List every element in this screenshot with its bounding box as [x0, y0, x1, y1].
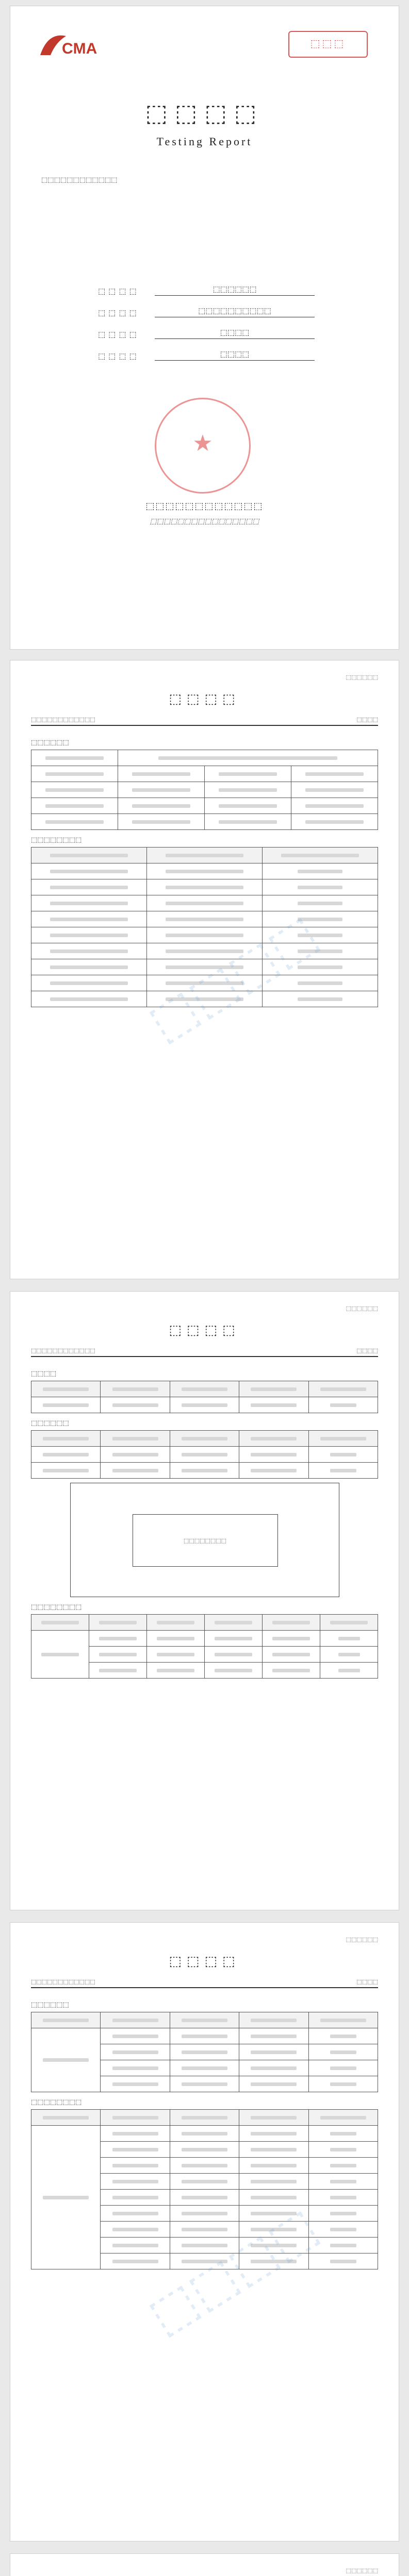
cover-field-key: ⬚⬚⬚⬚ — [98, 351, 140, 361]
org-name: ⬚⬚⬚⬚⬚⬚⬚⬚⬚⬚⬚⬚ — [145, 501, 264, 512]
section-heading: ⬚⬚⬚⬚⬚⬚ — [31, 2001, 69, 2009]
table-row — [31, 1463, 378, 1479]
cover-field-value: ⬚⬚⬚⬚ — [155, 349, 315, 361]
cover-field-value: ⬚⬚⬚⬚⬚⬚⬚⬚⬚⬚ — [155, 306, 315, 317]
page-report-no: ⬚⬚⬚⬚⬚⬚⬚⬚⬚⬚⬚⬚ — [31, 716, 95, 723]
table-row — [31, 895, 378, 911]
table-row — [31, 766, 378, 782]
official-seal — [155, 398, 251, 494]
data-table — [31, 1614, 378, 1679]
table-row — [31, 927, 378, 943]
report-page — [10, 1292, 399, 1910]
cover-field — [98, 317, 315, 339]
page-meta — [31, 716, 378, 726]
cma-logo — [35, 27, 102, 63]
table-row — [31, 879, 378, 895]
page-number: ⬚⬚⬚⬚ — [356, 716, 378, 723]
cover-page — [10, 6, 399, 649]
page-header — [31, 674, 378, 681]
info-table — [31, 750, 378, 830]
table-row — [31, 863, 378, 879]
data-table — [31, 1381, 378, 1413]
section-heading: ⬚⬚⬚⬚⬚⬚⬚⬚ — [31, 1603, 82, 1611]
data-table — [31, 2012, 378, 2092]
data-table — [31, 2109, 378, 2269]
report-number: ⬚⬚⬚⬚⬚⬚⬚⬚⬚⬚⬚⬚ — [41, 176, 118, 184]
data-table — [31, 1430, 378, 1479]
table-row — [31, 782, 378, 798]
page-header — [31, 2567, 378, 2574]
table-row — [31, 991, 378, 1007]
cover-field-value: ⬚⬚⬚⬚⬚⬚ — [155, 284, 315, 296]
cover-field — [98, 274, 315, 296]
data-table — [31, 847, 378, 1007]
table-row — [31, 1631, 378, 1647]
report-title: ⬚⬚⬚⬚ — [145, 99, 264, 127]
cover-field-key: ⬚⬚⬚⬚ — [98, 308, 140, 317]
doc-code: ⬚⬚⬚⬚⬚⬚ — [346, 1305, 378, 1312]
table-row — [31, 1397, 378, 1413]
section-heading: ⬚⬚⬚⬚⬚⬚⬚⬚ — [31, 836, 82, 844]
cover-field-value: ⬚⬚⬚⬚ — [155, 328, 315, 339]
table-row — [31, 975, 378, 991]
cover-field-key: ⬚⬚⬚⬚ — [98, 286, 140, 296]
cover-info — [98, 274, 315, 361]
watermark: ⬚⬚⬚⬚ — [138, 904, 328, 1052]
page-header — [31, 1305, 378, 1312]
page-header — [31, 1936, 378, 1943]
doc-code: ⬚⬚⬚⬚⬚⬚ — [346, 2567, 378, 2574]
table-row — [31, 2028, 378, 2044]
page-content — [31, 1364, 378, 1679]
table-row — [31, 959, 378, 975]
report-page — [10, 1923, 399, 2541]
doc-code: ⬚⬚⬚⬚⬚⬚ — [346, 1936, 378, 1943]
table-row — [31, 2126, 378, 2142]
site-plan — [70, 1483, 339, 1597]
red-stamp: ⬚⬚⬚ — [288, 31, 368, 58]
page-report-no: ⬚⬚⬚⬚⬚⬚⬚⬚⬚⬚⬚⬚ — [31, 1347, 95, 1354]
report-subtitle: Testing Report — [156, 135, 253, 148]
cover-field-key: ⬚⬚⬚⬚ — [98, 330, 140, 339]
cover-field — [98, 296, 315, 317]
org-name-en: ⬚⬚⬚⬚⬚⬚⬚⬚⬚⬚⬚⬚⬚⬚⬚⬚ — [150, 518, 259, 526]
site-plan-building: ⬚⬚⬚⬚⬚⬚⬚⬚ — [133, 1514, 278, 1567]
page-title: ⬚⬚⬚⬚ — [169, 691, 240, 707]
page-number: ⬚⬚⬚⬚ — [356, 1347, 378, 1354]
page-meta — [31, 1347, 378, 1357]
report-page — [10, 2554, 399, 2576]
section-heading: ⬚⬚⬚⬚⬚⬚ — [31, 739, 69, 747]
section-heading: ⬚⬚⬚⬚⬚⬚ — [31, 1419, 69, 1427]
section-heading: ⬚⬚⬚⬚⬚⬚⬚⬚ — [31, 2098, 82, 2106]
page-title: ⬚⬚⬚⬚ — [169, 1954, 240, 1969]
doc-code: ⬚⬚⬚⬚⬚⬚ — [346, 674, 378, 681]
page-content — [31, 1995, 378, 2269]
page-title: ⬚⬚⬚⬚ — [169, 1323, 240, 1338]
page-number: ⬚⬚⬚⬚ — [356, 1978, 378, 1985]
watermark: ⬚⬚⬚⬚ — [138, 2197, 328, 2345]
table-row — [31, 798, 378, 814]
page-content — [31, 733, 378, 1007]
report-page — [10, 660, 399, 1279]
cma-logo-text: CMA — [62, 40, 97, 57]
cover-field — [98, 339, 315, 361]
page-report-no: ⬚⬚⬚⬚⬚⬚⬚⬚⬚⬚⬚⬚ — [31, 1978, 95, 1985]
table-row — [31, 911, 378, 927]
table-row — [31, 750, 378, 766]
page-meta — [31, 1978, 378, 1988]
table-row — [31, 814, 378, 830]
section-heading: ⬚⬚⬚⬚ — [31, 1370, 57, 1378]
table-row — [31, 1447, 378, 1463]
table-row — [31, 943, 378, 959]
